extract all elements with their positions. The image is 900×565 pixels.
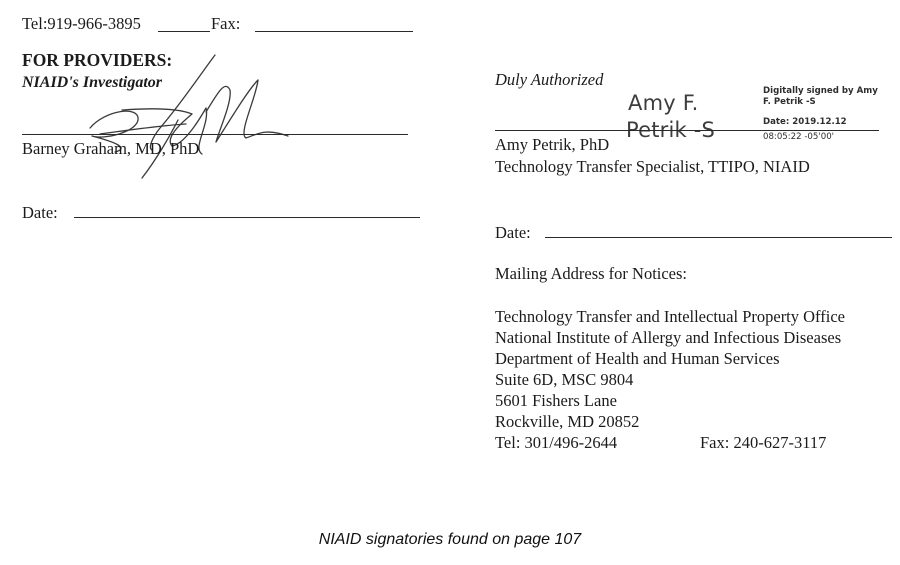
- tel-underline: [158, 31, 210, 32]
- provider-tel: Tel:919-966-3895: [22, 14, 141, 33]
- digital-signature-note-2: F. Petrik -S: [763, 97, 816, 107]
- mailing-address-label: Mailing Address for Notices:: [495, 264, 688, 283]
- authorized-signer-name: Amy Petrik, PhD: [495, 135, 610, 154]
- mailing-address-block: [495, 309, 845, 435]
- provider-role: NIAID's Investigator: [22, 74, 163, 91]
- address-line: Suite 6D, MSC 9804: [495, 370, 634, 389]
- address-line: Rockville, MD 20852: [495, 412, 640, 431]
- providers-heading: FOR PROVIDERS:: [22, 50, 173, 70]
- digital-signature-last: Petrik -S: [626, 118, 716, 142]
- authorized-signature-line: [495, 130, 879, 131]
- authorized-date-label: Date:: [495, 223, 531, 242]
- authorized-date-line[interactable]: [545, 237, 892, 238]
- address-line: Department of Health and Human Services: [495, 349, 780, 368]
- digital-signature-date: Date: 2019.12.12: [763, 117, 847, 127]
- digital-signature-first: Amy F.: [628, 91, 699, 115]
- digital-signature-note-1: Digitally signed by Amy: [763, 86, 878, 96]
- digital-signature-time: 08:05:22 -05'00': [763, 132, 835, 142]
- fax-underline[interactable]: [255, 31, 413, 32]
- notice-tel: Tel: 301/496-2644: [495, 433, 618, 452]
- handwritten-signature: [60, 50, 300, 185]
- address-line: Technology Transfer and Intellectual Property Office: [495, 307, 845, 326]
- provider-signer-name: Barney Graham, MD, PhD: [22, 139, 200, 158]
- provider-signature-line: [22, 134, 408, 135]
- provider-fax-label: Fax:: [211, 14, 241, 33]
- address-line: National Institute of Allergy and Infectious Diseases: [495, 328, 842, 347]
- address-line: 5601 Fishers Lane: [495, 391, 617, 410]
- authorized-role: Duly Authorized: [495, 70, 604, 89]
- notice-fax: Fax: 240-627-3117: [700, 433, 827, 452]
- figure-caption: NIAID signatories found on page 107: [318, 531, 582, 548]
- provider-date-label: Date:: [22, 203, 58, 222]
- authorized-signer-title: Technology Transfer Specialist, TTIPO, NIAID: [495, 157, 810, 176]
- provider-date-line[interactable]: [74, 217, 420, 218]
